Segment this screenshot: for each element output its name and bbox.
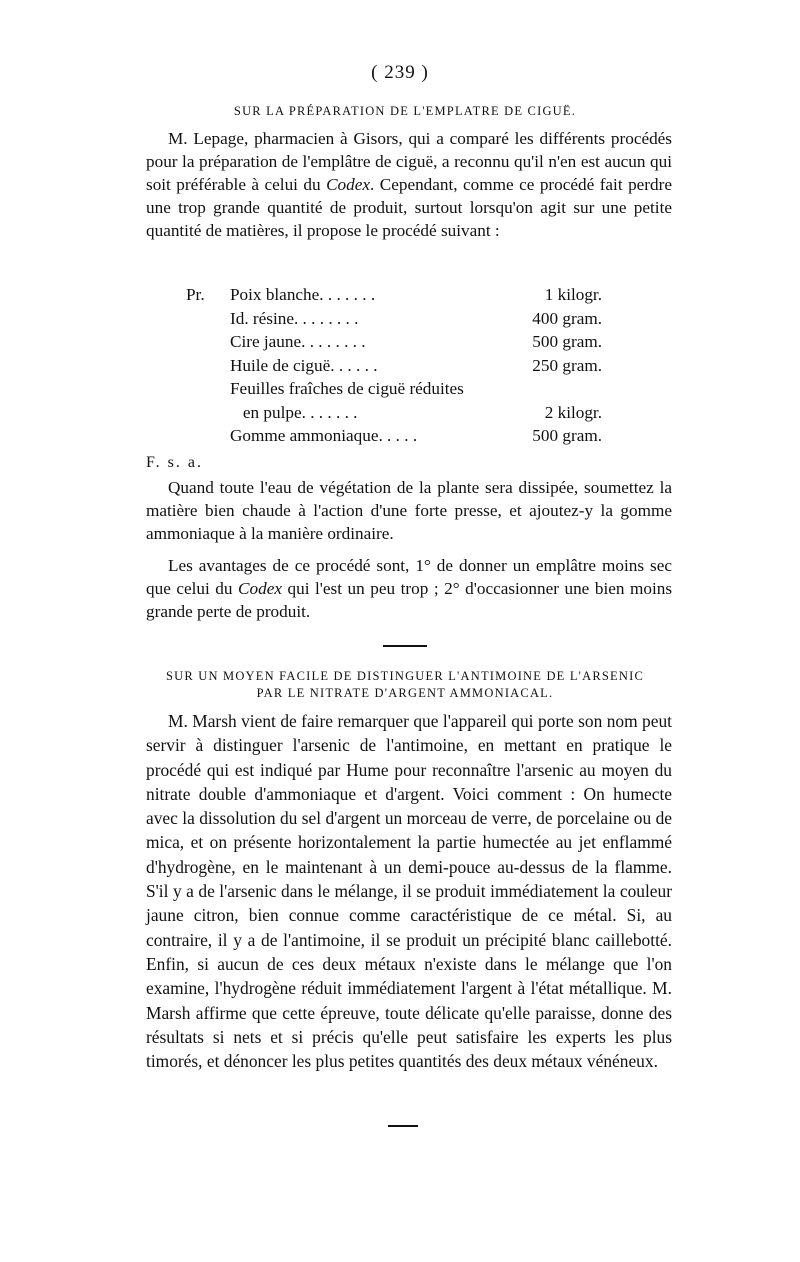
recipe-quantity: 250 gram.: [532, 355, 602, 375]
recipe-quantity: 500 gram.: [532, 426, 602, 445]
recipe-row: [186, 307, 626, 331]
section-title-antimoine: [140, 668, 670, 702]
recipe-row: [186, 424, 626, 448]
fiat-secundum-artem: F. s. a.: [146, 454, 203, 471]
instruction-text: Quand toute l'eau de végétation de la plante sera dissipée, soumettez la matière bien chaude à l'action d'une forte presse, et ajoutez-y la gomme ammoniaque à la manière ordinaire.: [146, 478, 672, 543]
recipe-prefix: Pr.: [186, 285, 205, 304]
page-number: ( 239 ): [371, 62, 429, 83]
instruction-paragraph: [146, 476, 672, 545]
recipe-quantity: 1 kilogr.: [544, 285, 602, 304]
recipe-ingredient: Poix blanche. . . . . . .: [230, 285, 376, 304]
section-title-line: SUR UN MOYEN FACILE DE DISTINGUER L'ANTIMOINE DE L'ARSENIC: [165, 669, 645, 683]
recipe-quantity: 2 kilogr.: [544, 402, 602, 422]
recipe-ingredient: Id. résine. . . . . . . .: [230, 308, 359, 328]
recipe-row: [186, 354, 626, 378]
recipe-ingredient: Huile de ciguë. . . . . .: [230, 355, 378, 375]
intro-text-after: . Cependant, comme ce procédé fait perdre une trop grande quantité de produit, surtout lorsqu'on agit sur une petite quantité de matières, il propose le procédé suivant :: [146, 175, 672, 240]
recipe-row: [186, 377, 626, 401]
recipe-ingredient: Cire jaune. . . . . . . .: [230, 332, 366, 351]
recipe-row: [186, 401, 626, 425]
marsh-paragraph: [146, 709, 672, 1073]
recipe-row: [186, 330, 626, 354]
section-title-line: PAR LE NITRATE D'ARGENT AMMONIACAL.: [256, 686, 554, 700]
recipe-quantity: 400 gram.: [532, 308, 602, 328]
section-title-emplatre: SUR LA PRÉPARATION DE L'EMPLATRE DE CIGUË.: [233, 104, 577, 118]
recipe-quantity: 500 gram.: [532, 332, 602, 351]
end-divider: [388, 1125, 418, 1127]
intro-text-before: M. Lepage, pharmacien à Gisors, qui a comparé les différents procédés pour la préparation de l'emplâtre de ciguë, a reconnu qu'il n'en est aucun qui soit préférable à celui du: [146, 129, 672, 194]
intro-codex-italic: Codex: [326, 175, 370, 194]
recipe-row: [186, 283, 626, 307]
marsh-text: M. Marsh vient de faire remarquer que l'appareil qui porte son nom peut servir à distinguer l'arsenic de l'antimoine, en mettant en pratique le procédé qui est indiqué par Hume pour reconnaître l'arsenic au moyen du nitrate double d'ammoniaque et d'argent. Voici comment : On humecte avec la dissolution du sel d'argent un morceau de verre, de porcelaine ou de mica, et on présente horizontalement la partie humectée au jet enflammé d'hydrogène, en le maintenant à un demi-pouce au-dessus de la flamme. S'il y a de l'arsenic dans le mélange, il se produit immédiatement la couleur jaune citron, bien connue comme caractéristique de ce métal. Si, au contraire, il y a de l'antimoine, il se produit un précipité blanc caillebotté. Enfin, si aucun de ces deux métaux n'existe dans le mélange que l'on examine, l'hydrogène réduit immédiatement l'argent à l'état métallique. M. Marsh affirme que cette épreuve, toute délicate qu'elle paraisse, donne des résultats si nets et si précis qu'elle peut satisfaire les experts les plus timorés, et dénoncer les plus petites quantités des deux métaux vénéneux.: [146, 711, 672, 1072]
section-divider: [383, 645, 427, 647]
recipe-ingredient: Gomme ammoniaque. . . . .: [230, 426, 418, 445]
recipe-ingredient: Feuilles fraîches de ciguë réduites: [230, 379, 464, 398]
advantages-paragraph: [146, 554, 672, 623]
advantages-codex-italic: Codex: [238, 579, 282, 598]
intro-paragraph: [146, 127, 672, 242]
recipe-ingredient: en pulpe. . . . . . .: [230, 402, 358, 422]
recipe-list: [186, 283, 626, 448]
advantages-text-after: qui l'est un peu trop ; 2° d'occasionner une bien moins grande perte de produit.: [146, 579, 673, 621]
advantages-text-before: Les avantages de ce procédé sont, 1° de donner un emplâtre moins sec que celui du: [146, 556, 672, 598]
